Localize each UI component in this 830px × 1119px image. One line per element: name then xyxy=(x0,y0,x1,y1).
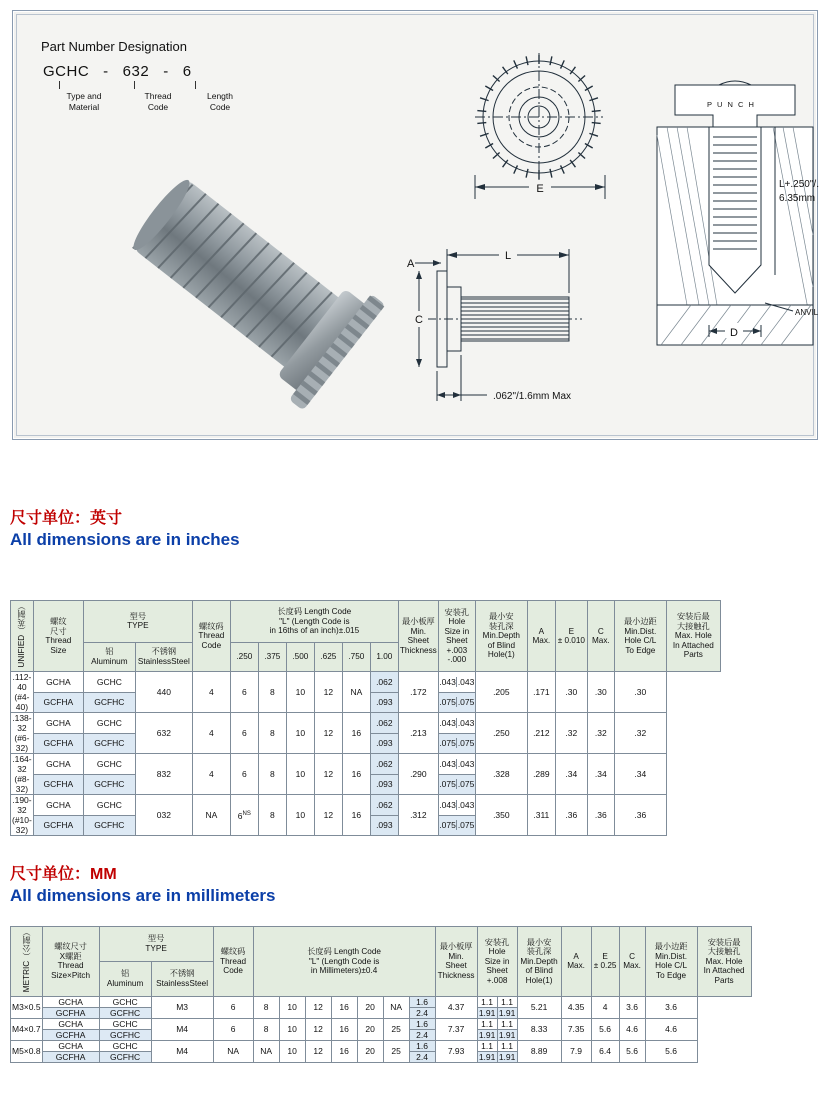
cell-length-4: 12 xyxy=(314,672,342,713)
mm-hdr-E: E ± 0.25 xyxy=(591,927,619,997)
cell-length-0: 4 xyxy=(192,754,230,795)
cell-min-sheet: 2.4 xyxy=(409,1007,435,1018)
cell-type-stainless: GCFHC xyxy=(83,774,135,795)
cell-min-sheet: .093 xyxy=(370,774,398,795)
cell-type-aluminum: GCFHA xyxy=(42,1007,99,1018)
cell-type-stainless: GCHC xyxy=(83,754,135,775)
cell-length-4: 16 xyxy=(331,1018,357,1040)
cell-c-max: .36 xyxy=(555,795,587,836)
cell-min-depth: .043 .043 xyxy=(438,713,475,734)
mm-side-label: METRIC（公制） xyxy=(11,927,43,997)
cell-min-sheet: 2.4 xyxy=(409,1029,435,1040)
cell-thread-size: M5×0.8 xyxy=(11,1040,43,1062)
cell-min-depth: .075 .075 xyxy=(438,815,475,836)
cell-length-4: 12 xyxy=(314,795,342,836)
inch-hdr-E: E ± 0.010 xyxy=(555,601,587,672)
svg-text:D: D xyxy=(730,327,738,339)
cell-min-edge: 5.6 xyxy=(619,1040,645,1062)
cell-min-sheet: .062 xyxy=(370,795,398,816)
inch-hdr-len-500: .500 xyxy=(286,642,314,671)
cell-min-edge: .34 xyxy=(587,754,614,795)
cell-type-stainless: GCFHC xyxy=(83,733,135,754)
table-row xyxy=(11,996,752,1007)
mm-hdr-min-sheet: 最小板厚 Min. Sheet Thickness xyxy=(435,927,477,997)
cell-type-aluminum: GCFHA xyxy=(42,1051,99,1062)
cell-length-0: 4 xyxy=(192,713,230,754)
cell-e-dim: .171 xyxy=(527,672,555,713)
cell-hole-size: .290 xyxy=(398,754,438,795)
cell-length-3: 12 xyxy=(305,1018,331,1040)
cell-length-4: 12 xyxy=(314,713,342,754)
cell-a-max: .250 xyxy=(475,713,527,754)
cell-length-2: 8 xyxy=(258,713,286,754)
cell-length-0: NA xyxy=(192,795,230,836)
section-mm-title-en: All dimensions are in millimeters xyxy=(10,886,276,905)
cell-thread-code: 632 xyxy=(135,713,192,754)
table-row xyxy=(11,1018,752,1029)
cell-min-depth: 1.91 1.91 xyxy=(478,1007,516,1018)
cell-min-edge: .32 xyxy=(587,713,614,754)
cell-hole-size: 4.37 xyxy=(435,996,477,1018)
cell-type-aluminum: GCHA xyxy=(33,672,83,693)
cell-length-6: 25 xyxy=(383,1040,409,1062)
svg-text:E: E xyxy=(536,183,544,195)
cell-min-sheet: .062 xyxy=(370,672,398,693)
cell-type-stainless: GCFHC xyxy=(99,1051,151,1062)
svg-text:ANVIL: ANVIL xyxy=(795,308,819,317)
cell-length-3: 10 xyxy=(286,754,314,795)
inch-spec-table-wrap xyxy=(10,600,721,836)
cell-max-hole: .36 xyxy=(614,795,666,836)
cell-hole-size: 7.37 xyxy=(435,1018,477,1040)
cell-type-aluminum: GCFHA xyxy=(33,692,83,713)
cell-e-dim: 7.9 xyxy=(561,1040,591,1062)
mm-hdr-thread-code: 螺纹码 Thread Code xyxy=(213,927,253,997)
cell-length-5: 16 xyxy=(342,713,370,754)
inch-hdr-A: A Max. xyxy=(527,601,555,672)
inch-hdr-C: C Max. xyxy=(587,601,614,672)
cell-e-dim: 7.35 xyxy=(561,1018,591,1040)
screw-photograph xyxy=(75,135,395,425)
cell-thread-size: .138-32 (#6-32) xyxy=(12,713,32,754)
leader-line-thread xyxy=(134,81,135,89)
cell-min-depth: .075 .075 xyxy=(438,733,475,754)
inch-hdr-type-aluminum: 铝 Aluminum xyxy=(83,642,135,671)
cell-length-2: 10 xyxy=(279,1040,305,1062)
inch-side-label: UNIFIED（英制） xyxy=(11,601,34,672)
cell-type-stainless: GCHC xyxy=(83,672,135,693)
cell-length-0: 4 xyxy=(192,672,230,713)
cell-length-2: 10 xyxy=(279,1018,305,1040)
dimension-E xyxy=(465,173,615,207)
mm-spec-table xyxy=(10,926,752,1063)
table-row xyxy=(11,672,721,693)
inch-hdr-max-hole: 安装后最 大接触孔 Max. Hole In Attached Parts xyxy=(666,601,720,672)
mm-hdr-thread-size: 螺纹尺寸 X螺距 Thread Size×Pitch xyxy=(42,927,99,997)
cell-length-5: NA xyxy=(342,672,370,713)
cell-length-0: 6 xyxy=(213,1018,253,1040)
installation-section-diagram xyxy=(647,75,823,355)
cell-a-max: 8.33 xyxy=(517,1018,561,1040)
cell-min-edge: .36 xyxy=(587,795,614,836)
cell-e-dim: .289 xyxy=(527,754,555,795)
cell-length-1: 8 xyxy=(253,996,279,1018)
cell-length-1: $6^{NS}$ xyxy=(230,795,258,836)
cell-c-max: 6.4 xyxy=(591,1040,619,1062)
cell-c-max: 4 xyxy=(591,996,619,1018)
section-inch-title-en: All dimensions are in inches xyxy=(10,530,240,549)
table-row xyxy=(11,1040,752,1051)
cell-min-sheet: 1.6 xyxy=(409,996,435,1007)
inch-spec-table xyxy=(10,600,721,836)
cell-length-2: 10 xyxy=(279,996,305,1018)
cell-length-5: 20 xyxy=(357,1018,383,1040)
cell-type-stainless: GCFHC xyxy=(83,692,135,713)
part-code-dash1: - xyxy=(103,63,109,80)
legend-type-material: Type and Material xyxy=(66,91,102,112)
cell-a-max: 8.89 xyxy=(517,1040,561,1062)
cell-e-dim: .212 xyxy=(527,713,555,754)
cell-length-4: 12 xyxy=(314,754,342,795)
cell-thread-code: 832 xyxy=(135,754,192,795)
cell-thread-size: M3×0.5 xyxy=(11,996,43,1018)
cell-type-aluminum: GCHA xyxy=(42,1018,99,1029)
cell-a-max: 5.21 xyxy=(517,996,561,1018)
cell-c-max: .32 xyxy=(555,713,587,754)
cell-type-aluminum: GCHA xyxy=(33,795,83,816)
inch-hdr-thread-code: 螺纹码 Thread Code xyxy=(192,601,230,672)
cell-a-max: .350 xyxy=(475,795,527,836)
cell-c-max: 5.6 xyxy=(591,1018,619,1040)
cell-c-max: .30 xyxy=(555,672,587,713)
cell-type-stainless: GCHC xyxy=(83,713,135,734)
cell-type-aluminum: GCHA xyxy=(42,996,99,1007)
cell-thread-size: M4×0.7 xyxy=(11,1018,43,1040)
diagram-panel-inner xyxy=(16,14,819,436)
section-inch-title-cn: 尺寸单位：英寸 xyxy=(10,510,123,527)
mm-hdr-type-stainless: 不锈钢 StainlessSteel xyxy=(151,961,213,996)
cell-min-sheet: .062 xyxy=(370,713,398,734)
cell-min-sheet: .093 xyxy=(370,733,398,754)
inch-hdr-len-375: .375 xyxy=(258,642,286,671)
cell-thread-size: .112-40 (#4-40) xyxy=(11,672,34,713)
diagram-panel xyxy=(12,10,818,440)
cell-hole-size: 7.93 xyxy=(435,1040,477,1062)
flush-note-label: .062"/1.6mm Max xyxy=(493,391,572,402)
cell-thread-size: .164-32 (#8-32) xyxy=(12,754,32,795)
cell-type-stainless: GCHC xyxy=(99,1018,151,1029)
part-code-length: 6 xyxy=(182,63,192,80)
cell-min-sheet: .062 xyxy=(370,754,398,775)
mm-spec-table-wrap xyxy=(10,926,752,1063)
svg-text:A: A xyxy=(407,258,415,270)
cell-length-3: 10 xyxy=(286,713,314,754)
cell-max-hole: .30 xyxy=(614,672,666,713)
cell-length-5: 16 xyxy=(342,754,370,795)
cell-e-dim: 4.35 xyxy=(561,996,591,1018)
mm-hdr-min-edge: 最小边距 Min.Dist. Hole C/L To Edge xyxy=(645,927,697,997)
cell-length-4: 16 xyxy=(331,1040,357,1062)
cell-min-depth: .043 .043 xyxy=(438,795,475,816)
cell-type-stainless: GCFHC xyxy=(99,1029,151,1040)
cell-length-6: NA xyxy=(383,996,409,1018)
cell-max-hole: 5.6 xyxy=(645,1040,697,1062)
cell-type-aluminum: GCHA xyxy=(33,754,83,775)
cell-length-2: 8 xyxy=(258,754,286,795)
part-code-type: GCHC xyxy=(43,63,90,80)
part-number-designation-title: Part Number Designation xyxy=(41,39,187,54)
inch-hdr-type: 型号 TYPE xyxy=(83,601,192,643)
cell-length-1: 6 xyxy=(230,713,258,754)
cell-min-depth: .075 .075 xyxy=(438,692,475,713)
legend-length-code: Length Code xyxy=(207,91,233,112)
inch-hdr-type-stainless: 不锈钢 StainlessSteel xyxy=(135,642,192,671)
mm-hdr-type: 型号 TYPE xyxy=(99,927,213,962)
leader-line-length xyxy=(195,81,196,89)
cell-min-sheet: 2.4 xyxy=(409,1051,435,1062)
table-row xyxy=(11,795,721,816)
cell-type-aluminum: GCHA xyxy=(42,1040,99,1051)
cell-min-sheet: 1.6 xyxy=(409,1040,435,1051)
cell-type-stainless: GCHC xyxy=(99,1040,151,1051)
inch-hdr-len-250: .250 xyxy=(230,642,258,671)
cell-min-sheet: .093 xyxy=(370,692,398,713)
mm-hdr-A: A Max. xyxy=(561,927,591,997)
cell-min-depth: 1.91 1.91 xyxy=(478,1029,516,1040)
cell-min-edge: 4.6 xyxy=(619,1018,645,1040)
cell-c-max: .34 xyxy=(555,754,587,795)
cell-thread-size: .190-32 (#10-32) xyxy=(12,795,32,836)
cell-min-edge: .30 xyxy=(587,672,614,713)
cell-thread-code: 032 xyxy=(135,795,192,836)
cell-length-1: 6 xyxy=(230,672,258,713)
cell-type-stainless: GCHC xyxy=(83,795,135,816)
cell-min-sheet: 1.6 xyxy=(409,1018,435,1029)
inch-hdr-min-edge: 最小边距 Min.Dist. Hole C/L To Edge xyxy=(614,601,666,672)
cell-thread-code: 440 xyxy=(135,672,192,713)
cell-type-stainless: GCFHC xyxy=(99,1007,151,1018)
section-mm-title-cn: 尺寸单位：MM xyxy=(10,866,117,883)
mm-header-row-1 xyxy=(11,927,752,962)
cell-min-depth: .043 .043 xyxy=(438,672,475,693)
mm-hdr-max-hole: 安装后最 大接触孔 Max. Hole In Attached Parts xyxy=(697,927,751,997)
cell-min-depth: 1.1 1.1 xyxy=(477,1040,517,1051)
svg-text:L: L xyxy=(504,250,512,262)
mm-hdr-C: C Max. xyxy=(619,927,645,997)
side-view-diagram xyxy=(397,245,637,415)
cell-hole-size: .312 xyxy=(398,795,438,836)
cell-length-3: 12 xyxy=(305,996,331,1018)
inch-hdr-len-750: .750 xyxy=(342,642,370,671)
cell-thread-code: M4 xyxy=(151,1040,213,1062)
cell-length-5: 20 xyxy=(357,996,383,1018)
inch-hdr-len-100: 1.00 xyxy=(370,642,398,671)
cell-length-0: NA xyxy=(213,1040,253,1062)
cell-min-depth: .043 .043 xyxy=(438,754,475,775)
legend-thread-code: Thread Code xyxy=(144,91,172,112)
mm-hdr-type-aluminum: 铝 Aluminum xyxy=(99,961,151,996)
cell-length-1: NA xyxy=(253,1040,279,1062)
cell-a-max: .328 xyxy=(475,754,527,795)
cell-e-dim: .311 xyxy=(527,795,555,836)
table-row xyxy=(11,754,721,775)
inch-hdr-length-code: 长度码 Length Code "L" (Length Code is in 16ths of an inch)±.015 xyxy=(230,601,398,643)
cell-length-2: 8 xyxy=(258,672,286,713)
part-code-dash2: - xyxy=(163,63,169,80)
cell-type-aluminum: GCFHA xyxy=(33,733,83,754)
cell-max-hole: 3.6 xyxy=(645,996,697,1018)
cell-length-5: 20 xyxy=(357,1040,383,1062)
mm-hdr-hole-size: 安装孔 Hole Size in Sheet +.008 xyxy=(477,927,517,997)
cell-hole-size: .213 xyxy=(398,713,438,754)
inch-header-row-1 xyxy=(11,601,721,643)
leader-line-type xyxy=(59,81,60,89)
cell-min-depth: 1.1 1.1 xyxy=(477,996,517,1007)
cell-max-hole: 4.6 xyxy=(645,1018,697,1040)
cell-length-3: 10 xyxy=(286,672,314,713)
part-code-thread: 632 xyxy=(122,63,150,80)
cell-type-stainless: GCFHC xyxy=(83,815,135,836)
svg-text:L+.250"/.: L+.250"/. xyxy=(779,179,819,190)
cell-length-6: 25 xyxy=(383,1018,409,1040)
cell-type-aluminum: GCHA xyxy=(33,713,83,734)
cell-min-depth: 1.1 1.1 xyxy=(477,1018,517,1029)
cell-length-3: 12 xyxy=(305,1040,331,1062)
svg-text:6.35mm: 6.35mm xyxy=(779,193,816,204)
svg-text:P U N C H: P U N C H xyxy=(707,100,756,109)
inch-hdr-min-sheet: 最小板厚 Min. Sheet Thickness xyxy=(398,601,438,672)
cell-type-aluminum: GCFHA xyxy=(42,1029,99,1040)
cell-a-max: .205 xyxy=(475,672,527,713)
cell-type-stainless: GCHC xyxy=(99,996,151,1007)
inch-hdr-thread-size: 螺纹 尺寸 Thread Size xyxy=(33,601,83,672)
inch-hdr-min-depth: 最小安 装孔深 Min.Depth of Blind Hole(1) xyxy=(475,601,527,672)
cell-min-depth: 1.91 1.91 xyxy=(478,1051,516,1062)
cell-type-aluminum: GCFHA xyxy=(33,774,83,795)
cell-max-hole: .32 xyxy=(614,713,666,754)
cell-length-0: 6 xyxy=(213,996,253,1018)
cell-min-sheet: .093 xyxy=(370,815,398,836)
cell-hole-size: .172 xyxy=(398,672,438,713)
cell-length-1: 8 xyxy=(253,1018,279,1040)
cell-min-edge: 3.6 xyxy=(619,996,645,1018)
knurl-teeth xyxy=(473,51,605,183)
cell-thread-code: M4 xyxy=(151,1018,213,1040)
cell-thread-code: M3 xyxy=(151,996,213,1018)
inch-hdr-len-625: .625 xyxy=(314,642,342,671)
cell-type-aluminum: GCFHA xyxy=(33,815,83,836)
cell-length-3: 10 xyxy=(286,795,314,836)
mm-hdr-length-code: 长度码 Length Code "L" (Length Code is in Millimeters)±0.4 xyxy=(253,927,435,997)
cell-length-2: 8 xyxy=(258,795,286,836)
svg-text:C: C xyxy=(415,314,423,326)
cell-max-hole: .34 xyxy=(614,754,666,795)
mm-hdr-min-depth: 最小安 装孔深 Min.Depth of Blind Hole(1) xyxy=(517,927,561,997)
cell-length-1: 6 xyxy=(230,754,258,795)
table-row xyxy=(11,713,721,734)
part-number-code xyxy=(43,63,192,80)
cell-length-5: 16 xyxy=(342,795,370,836)
cell-length-4: 16 xyxy=(331,996,357,1018)
cell-min-depth: .075 .075 xyxy=(438,774,475,795)
inch-hdr-hole-size: 安装孔 Hole Size in Sheet +.003 -.000 xyxy=(438,601,475,672)
